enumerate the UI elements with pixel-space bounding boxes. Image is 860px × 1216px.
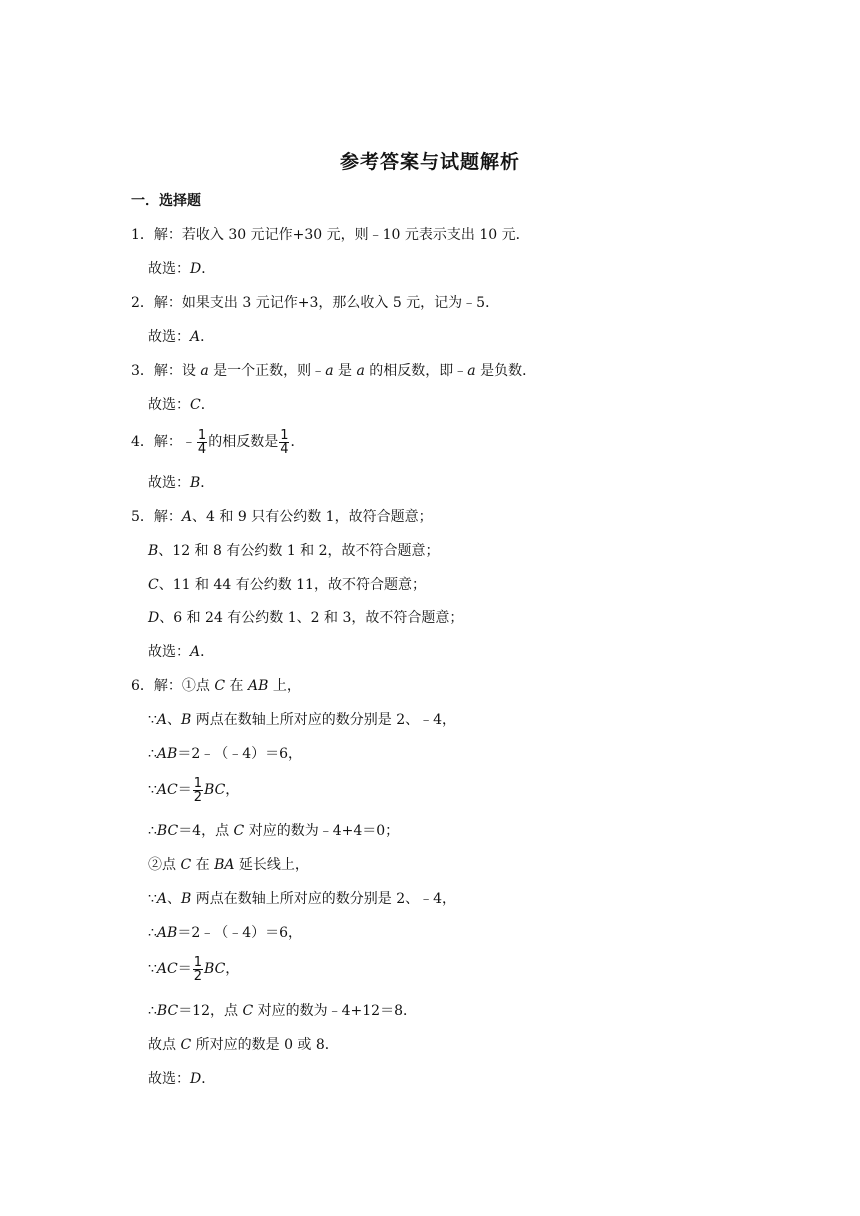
- q5-solution-c: C、11 和 44 有公约数 11，故不符合题意；: [148, 577, 426, 593]
- fraction-one-quarter: $\frac{1}{4}$: [280, 427, 289, 457]
- q2-solution: 2．解：如果支出 3 元记作+3，那么收入 5 元，记为﹣5．: [131, 295, 500, 311]
- q1-answer: 故选：D．: [148, 261, 216, 277]
- q6-case1-step2: ∴AB＝2﹣（﹣4）＝6，: [148, 746, 303, 762]
- q6-case1-heading: 6．解：①点 C 在 AB 上，: [131, 678, 301, 694]
- q6-case1-step3: ∵AC＝ $\frac{1}{2}$ BC，: [148, 775, 240, 805]
- q4-solution: 4．解：﹣ $\frac{1}{4}$ 的相反数是 $\frac{1}{4}$ ．: [131, 427, 305, 457]
- q6-case2-step4: ∴BC＝12，点 C 对应的数为﹣4+12＝8．: [148, 1003, 417, 1019]
- page-title: 参考答案与试题解析: [339, 151, 520, 173]
- q6-case2-heading: ②点 C 在 BA 延长线上，: [148, 857, 309, 873]
- q2-answer: 故选：A．: [148, 329, 215, 345]
- q6-case1-step4: ∴BC＝4，点 C 对应的数为﹣4+4＝0；: [148, 823, 400, 839]
- q5-answer: 故选：A．: [148, 644, 215, 660]
- section-heading: 一．选择题: [131, 193, 201, 209]
- q6-conclusion: 故点 C 所对应的数是 0 或 8．: [148, 1037, 339, 1053]
- q5-solution-d: D、6 和 24 有公约数 1、2 和 3，故不符合题意；: [148, 610, 464, 626]
- fraction-one-half: $\frac{1}{2}$: [193, 954, 203, 984]
- q1-solution: 1．解：若收入 30 元记作+30 元，则﹣10 元表示支出 10 元．: [131, 227, 530, 243]
- q3-answer: 故选：C．: [148, 397, 215, 413]
- q6-case2-step2: ∴AB＝2﹣（﹣4）＝6，: [148, 925, 303, 941]
- q5-solution-a: 5．解：A、4 和 9 只有公约数 1，故符合题意；: [131, 509, 433, 525]
- fraction-one-quarter: $\frac{1}{4}$: [197, 427, 207, 457]
- q6-case2-step3: ∵AC＝ $\frac{1}{2}$ BC，: [148, 954, 240, 984]
- q6-case1-step1: ∵A、B 两点在数轴上所对应的数分别是 2、﹣4，: [148, 712, 457, 728]
- q4-answer: 故选：B．: [148, 475, 215, 491]
- q5-solution-b: B、12 和 8 有公约数 1 和 2，故不符合题意；: [148, 543, 440, 559]
- q3-solution: 3．解：设 a 是一个正数，则﹣a 是 a 的相反数，即﹣a 是负数．: [131, 363, 537, 379]
- q6-answer: 故选：D．: [148, 1071, 216, 1087]
- fraction-one-half: $\frac{1}{2}$: [193, 775, 203, 805]
- q6-case2-step1: ∵A、B 两点在数轴上所对应的数分别是 2、﹣4，: [148, 891, 457, 907]
